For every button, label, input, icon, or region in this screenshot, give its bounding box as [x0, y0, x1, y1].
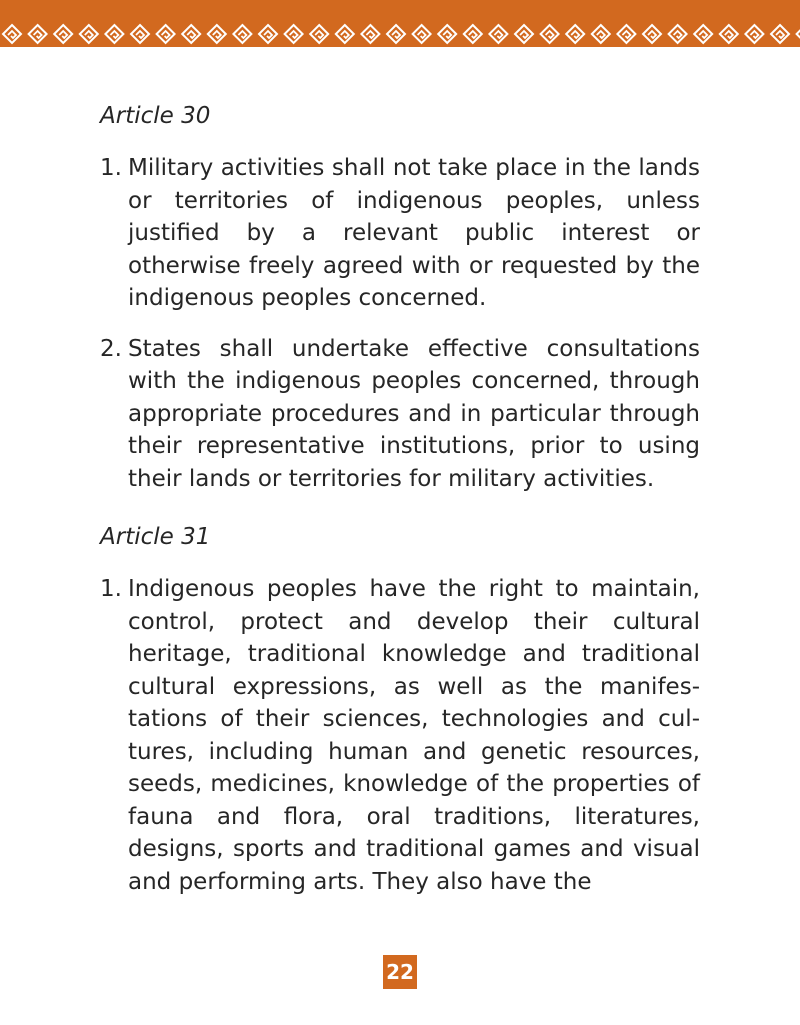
greek-key-motif [259, 25, 277, 43]
greek-key-motif [105, 25, 123, 43]
greek-key-motif [617, 25, 635, 43]
greek-key-motif [233, 25, 251, 43]
greek-key-motif [541, 25, 559, 43]
greek-key-motif [643, 25, 661, 43]
greek-key-motif [771, 25, 789, 43]
greek-key-motif [464, 25, 482, 43]
greek-key-motif [669, 25, 687, 43]
item-text: Military activities shall not take place in the lands or territories of indigenous peoples, unless justified by a relevant public interest or otherwise freely agreed with or requested by the indigenous peoples concerned. [128, 155, 700, 311]
greek-key-pattern [0, 0, 800, 47]
greek-key-motif [387, 25, 405, 43]
page-number-badge: 22 [383, 955, 417, 989]
item-text: Indigenous peoples have the right to maintain, control, protect and develop their cultural heritage, traditional knowledge and traditional cultural expressions, as well as the manifestations of their sciences, technologies and cultures, including human and genetic resources, seeds, medicines, knowledge of the properties of fauna and flora, oral traditions, literatures, designs, sports and traditional games and visual and performing arts. They also have the [128, 576, 700, 895]
item-number: 1. [100, 155, 122, 181]
article-30-heading: Article 30 [100, 103, 211, 129]
greek-key-motif [54, 25, 72, 43]
article-content [100, 98, 700, 898]
greek-key-motif [29, 25, 47, 43]
item-number: 2. [100, 335, 122, 362]
greek-key-motif [336, 25, 354, 43]
greek-key-motif [745, 25, 763, 43]
article-30-item-1 [100, 152, 700, 315]
greek-key-motif [285, 25, 303, 43]
greek-key-motif [592, 25, 610, 43]
greek-key-motif [208, 25, 226, 43]
greek-key-motif [310, 25, 328, 43]
greek-key-motif [413, 25, 431, 43]
greek-key-motif [438, 25, 456, 43]
greek-key-motif [131, 25, 149, 43]
greek-key-motif [489, 25, 507, 43]
decorative-header-band [0, 0, 800, 47]
greek-key-motif [3, 25, 21, 43]
greek-key-motif [182, 25, 200, 43]
greek-key-motif [515, 25, 533, 43]
greek-key-motif [361, 25, 379, 43]
greek-key-motif [694, 25, 712, 43]
greek-key-motif [797, 25, 800, 43]
greek-key-motif [566, 25, 584, 43]
greek-key-motif [157, 25, 175, 43]
greek-key-motif [720, 25, 738, 43]
article-31-heading: Article 31 [100, 524, 211, 550]
item-text: States shall undertake effective consultations with the indigenous peoples concerned, through appropriate procedures and in particular through their representative institutions, prior to using their lands or territories for military activities. [128, 335, 700, 492]
article-31-item-1 [100, 573, 700, 898]
greek-key-motif [80, 25, 98, 43]
article-30-item-2 [100, 333, 700, 496]
item-number: 1. [100, 576, 122, 602]
